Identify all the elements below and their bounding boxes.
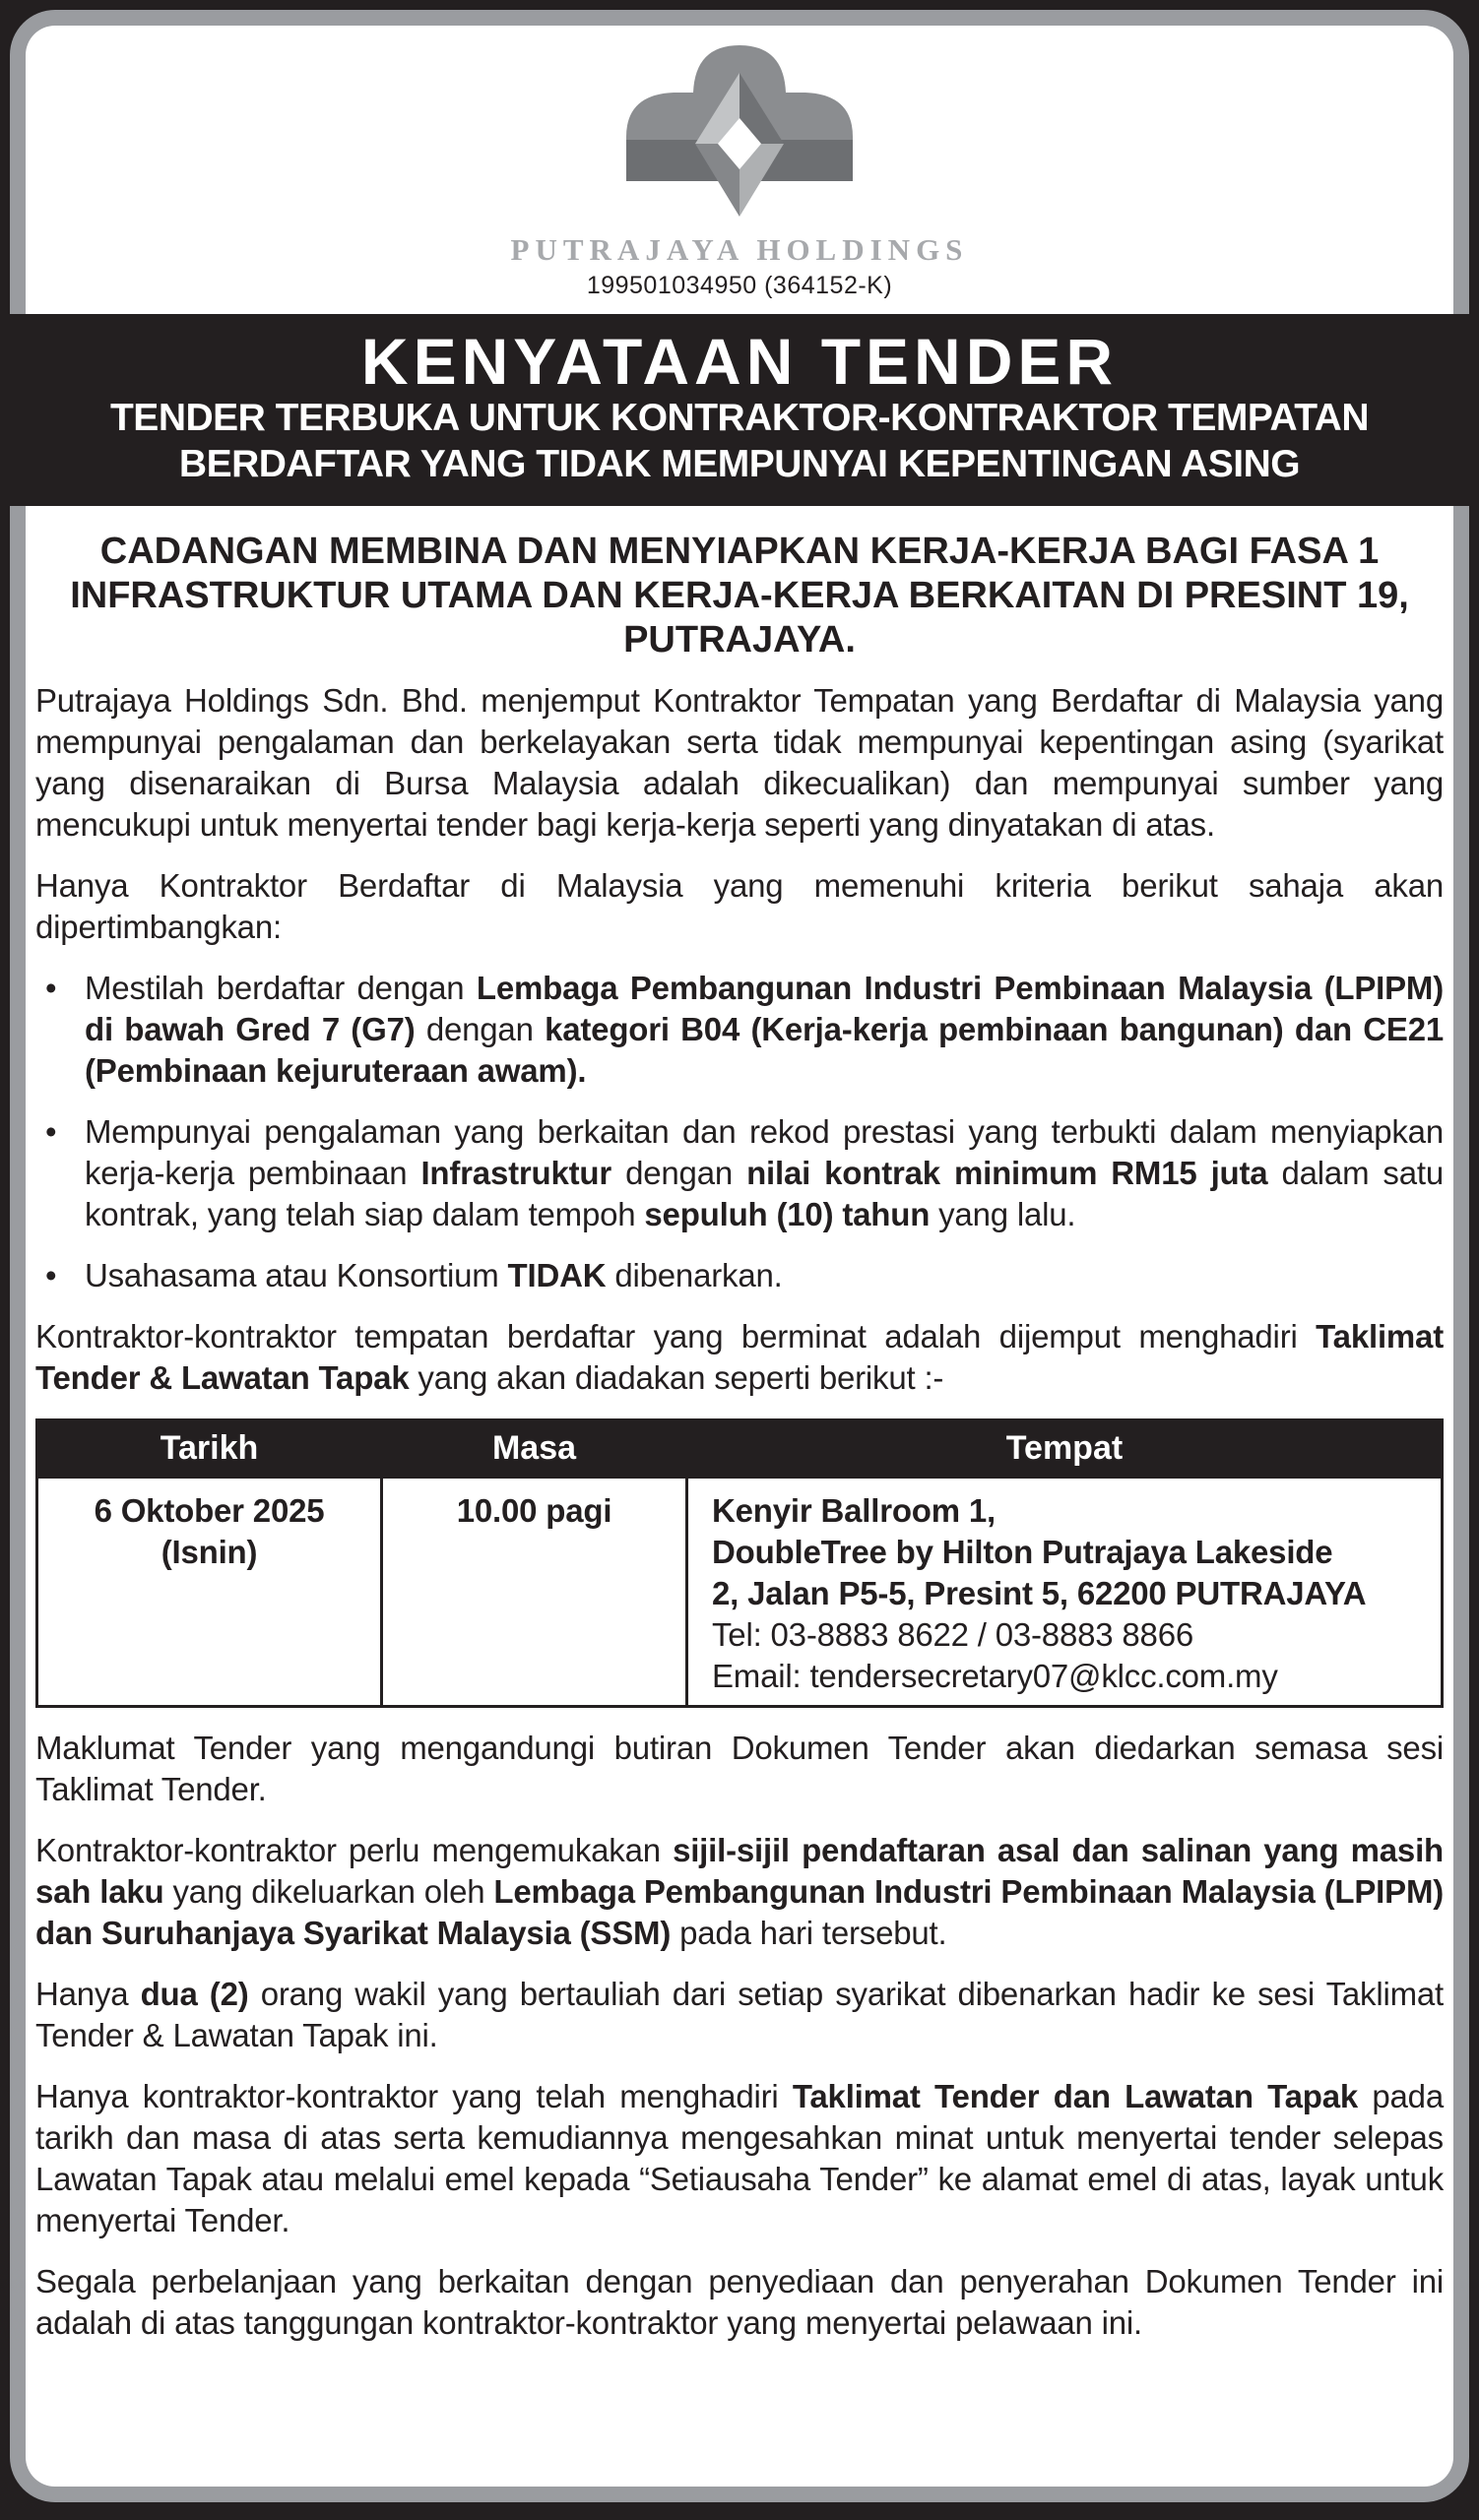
banner-title: KENYATAAN TENDER bbox=[360, 325, 1119, 398]
column-header-tempat: Tempat bbox=[687, 1419, 1443, 1477]
cell-date: 6 Oktober 2025 (Isnin) bbox=[37, 1477, 382, 1706]
table-header-row bbox=[37, 1419, 1443, 1477]
cell-time: 10.00 pagi bbox=[382, 1477, 687, 1706]
invitation-paragraph: Kontraktor-kontraktor tempatan berdaftar yang berminat adalah dijemput menghadiri Taklimat Tender & Lawatan Tapak yang akan diadakan seperti berikut :- bbox=[35, 1317, 1444, 1396]
criteria-item-registration: • Mestilah berdaftar dengan Lembaga Pembangunan Industri Pembinaan Malaysia (LPIPM) di bawah Gred 7 (G7) dengan kategori B04 (Kerja-kerja pembinaan bangunan) dan CE21 (Pembinaan kejuruteraan awam). bbox=[35, 968, 1444, 1092]
tender-info-paragraph: Maklumat Tender yang mengandungi butiran Dokumen Tender akan diedarkan semasa sesi Taklimat Tender. bbox=[35, 1729, 1444, 1807]
representatives-paragraph: Hanya dua (2) orang wakil yang bertauliah dari setiap syarikat dibenarkan hadir ke sesi Taklimat Tender & Lawatan Tapak ini. bbox=[35, 1975, 1444, 2053]
cell-venue: Kenyir Ballroom 1, DoubleTree by Hilton Putrajaya Lakeside 2, Jalan P5-5, Presint 5, 62200 PUTRAJAYA Tel: 03-8883 8622 / 03-8883 8866 Email: tendersecretary07@klcc.com.my bbox=[687, 1477, 1443, 1706]
criteria-intro-paragraph: Hanya Kontraktor Berdaftar di Malaysia yang memenuhi kriteria berikut sahaja akan dipertimbangkan: bbox=[35, 866, 1444, 945]
tender-banner bbox=[0, 314, 1479, 506]
briefing-schedule-table bbox=[35, 1418, 1444, 1708]
eligibility-paragraph: Hanya kontraktor-kontraktor yang telah menghadiri Taklimat Tender dan Lawatan Tapak pada tarikh dan masa di atas serta kemudiannya mengesahkan minat untuk menyertai tender selepas Lawatan Tapak atau melalui emel kepada “Setiausaha Tender” ke alamat emel di atas, layak untuk menyertai Tender. bbox=[35, 2077, 1444, 2238]
banner-subtitle: TENDER TERBUKA UNTUK KONTRAKTOR-KONTRAKTOR TEMPATAN BERDAFTAR YANG TIDAK MEMPUNYAI KEPENTINGAN ASING bbox=[109, 397, 1370, 486]
criteria-item-consortium: • Usahasama atau Konsortium TIDAK dibenarkan. bbox=[35, 1255, 1444, 1296]
certificates-paragraph: Kontraktor-kontraktor perlu mengemukakan sijil-sijil pendaftaran asal dan salinan yang masih sah laku yang dikeluarkan oleh Lembaga Pembangunan Industri Pembinaan Malaysia (LPIPM) dan Suruhanjaya Syarikat Malaysia (SSM) pada hari tersebut. bbox=[35, 1831, 1445, 1951]
company-name: PUTRAJAYA HOLDINGS bbox=[510, 232, 969, 267]
column-header-tarikh: Tarikh bbox=[37, 1419, 382, 1477]
intro-paragraph: Putrajaya Holdings Sdn. Bhd. menjemput Kontraktor Tempatan yang Berdaftar di Malaysia yang mempunyai pengalaman dan berkelayakan serta tidak mempunyai kepentingan asing (syarikat yang disenaraikan di Bursa Malaysia adalah dikecualikan) dan mempunyai sumber yang mencukupi untuk menyertai tender bagi kerja-kerja seperti yang dinyatakan di atas. bbox=[35, 681, 1444, 843]
notice-body bbox=[35, 680, 1444, 2344]
criteria-list bbox=[35, 968, 1444, 1296]
project-title: CADANGAN MEMBINA DAN MENYIAPKAN KERJA-KERJA BAGI FASA 1 INFRASTRUKTUR UTAMA DAN KERJA-KERJA BERKAITAN DI PRESINT 19, PUTRAJAYA. bbox=[70, 530, 1409, 661]
putrajaya-holdings-logo-icon bbox=[625, 33, 854, 230]
table-row bbox=[37, 1477, 1443, 1706]
column-header-masa: Masa bbox=[382, 1419, 687, 1477]
company-registration-number: 199501034950 (364152-K) bbox=[586, 272, 893, 299]
expenses-paragraph: Segala perbelanjaan yang berkaitan dengan penyediaan dan penyerahan Dokumen Tender ini adalah di atas tanggungan kontraktor-kontraktor yang menyertai pelawaan ini. bbox=[35, 2262, 1444, 2341]
criteria-item-experience: • Mempunyai pengalaman yang berkaitan dan rekod prestasi yang terbukti dalam menyiapkan kerja-kerja pembinaan Infrastruktur dengan nilai kontrak minimum RM15 juta dalam satu kontrak, yang telah siap dalam tempoh sepuluh (10) tahun yang lalu. bbox=[35, 1111, 1444, 1235]
company-logo-block bbox=[0, 0, 1479, 300]
